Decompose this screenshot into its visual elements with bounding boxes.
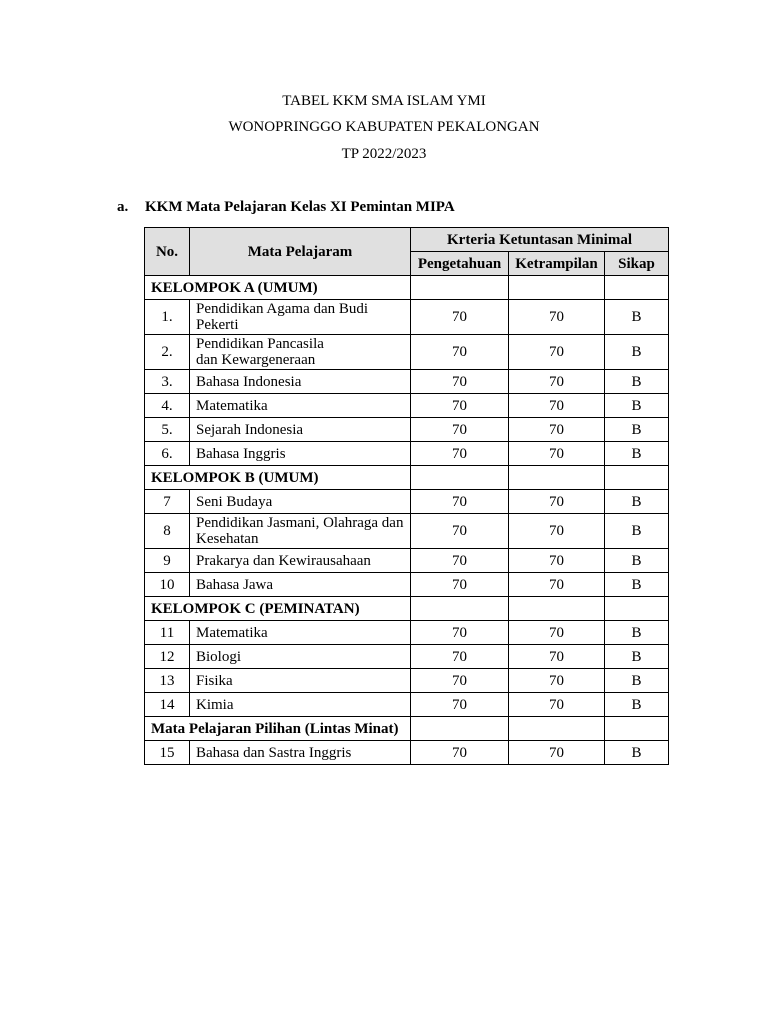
subject-cell: Pendidikan Jasmani, Olahraga dan Kesehatan — [190, 514, 411, 549]
row-number: 12 — [145, 645, 190, 669]
knowledge-score: 70 — [411, 490, 509, 514]
group-row — [145, 466, 669, 490]
row-number: 11 — [145, 621, 190, 645]
kkm-table — [144, 227, 669, 765]
header-attitude: Sikap — [605, 252, 669, 276]
attitude-grade: B — [605, 645, 669, 669]
document-subtitle-location: WONOPRINGGO KABUPATEN PEKALONGAN — [228, 119, 540, 135]
row-number: 1. — [145, 300, 190, 335]
empty-cell — [509, 717, 605, 741]
skill-score: 70 — [509, 300, 605, 335]
attitude-grade: B — [605, 490, 669, 514]
empty-cell — [509, 597, 605, 621]
knowledge-score: 70 — [411, 442, 509, 466]
table-row — [145, 418, 669, 442]
table-row — [145, 669, 669, 693]
table-row — [145, 741, 669, 765]
empty-cell — [605, 597, 669, 621]
knowledge-score: 70 — [411, 693, 509, 717]
skill-score: 70 — [509, 394, 605, 418]
attitude-grade: B — [605, 442, 669, 466]
knowledge-score: 70 — [411, 621, 509, 645]
document-title: TABEL KKM SMA ISLAM YMI — [282, 93, 486, 109]
empty-cell — [411, 276, 509, 300]
table-row — [145, 693, 669, 717]
row-number: 2. — [145, 335, 190, 370]
subject-cell: Bahasa Jawa — [190, 573, 411, 597]
section-marker: a. — [117, 199, 129, 215]
row-number: 15 — [145, 741, 190, 765]
table-row — [145, 549, 669, 573]
row-number: 8 — [145, 514, 190, 549]
skill-score: 70 — [509, 418, 605, 442]
subject-cell: Sejarah Indonesia — [190, 418, 411, 442]
row-number: 3. — [145, 370, 190, 394]
group-name: KELOMPOK A (UMUM) — [145, 276, 411, 300]
knowledge-score: 70 — [411, 300, 509, 335]
header-subject: Mata Pelajaram — [190, 228, 411, 276]
header-no: No. — [145, 228, 190, 276]
attitude-grade: B — [605, 573, 669, 597]
knowledge-score: 70 — [411, 370, 509, 394]
attitude-grade: B — [605, 693, 669, 717]
skill-score: 70 — [509, 514, 605, 549]
empty-cell — [605, 466, 669, 490]
skill-score: 70 — [509, 335, 605, 370]
table-row — [145, 573, 669, 597]
table-row — [145, 442, 669, 466]
attitude-grade: B — [605, 621, 669, 645]
subject-cell: Pendidikan Agama dan Budi Pekerti — [190, 300, 411, 335]
subject-cell: Biologi — [190, 645, 411, 669]
attitude-grade: B — [605, 418, 669, 442]
knowledge-score: 70 — [411, 514, 509, 549]
skill-score: 70 — [509, 573, 605, 597]
attitude-grade: B — [605, 335, 669, 370]
subject-cell: Prakarya dan Kewirausahaan — [190, 549, 411, 573]
table-row — [145, 300, 669, 335]
group-name: Mata Pelajaran Pilihan (Lintas Minat) — [145, 717, 411, 741]
subject-cell: Pendidikan Pancasila dan Kewargeneraan — [190, 335, 411, 370]
header-knowledge: Pengetahuan — [411, 252, 509, 276]
group-row — [145, 276, 669, 300]
subject-cell: Seni Budaya — [190, 490, 411, 514]
row-number: 9 — [145, 549, 190, 573]
attitude-grade: B — [605, 669, 669, 693]
knowledge-score: 70 — [411, 549, 509, 573]
row-number: 14 — [145, 693, 190, 717]
skill-score: 70 — [509, 621, 605, 645]
knowledge-score: 70 — [411, 573, 509, 597]
table-row — [145, 514, 669, 549]
table-row — [145, 490, 669, 514]
attitude-grade: B — [605, 741, 669, 765]
table-row — [145, 621, 669, 645]
subject-cell: Matematika — [190, 394, 411, 418]
attitude-grade: B — [605, 549, 669, 573]
group-name: KELOMPOK B (UMUM) — [145, 466, 411, 490]
subject-cell: Bahasa Inggris — [190, 442, 411, 466]
skill-score: 70 — [509, 645, 605, 669]
empty-cell — [411, 717, 509, 741]
knowledge-score: 70 — [411, 418, 509, 442]
skill-score: 70 — [509, 490, 605, 514]
knowledge-score: 70 — [411, 394, 509, 418]
subject-cell: Fisika — [190, 669, 411, 693]
table-row — [145, 335, 669, 370]
empty-cell — [411, 597, 509, 621]
skill-score: 70 — [509, 669, 605, 693]
row-number: 5. — [145, 418, 190, 442]
subject-cell: Bahasa Indonesia — [190, 370, 411, 394]
row-number: 13 — [145, 669, 190, 693]
attitude-grade: B — [605, 300, 669, 335]
row-number: 10 — [145, 573, 190, 597]
subject-cell: Bahasa dan Sastra Inggris — [190, 741, 411, 765]
group-name: KELOMPOK C (PEMINATAN) — [145, 597, 411, 621]
subject-cell: Kimia — [190, 693, 411, 717]
empty-cell — [509, 466, 605, 490]
table-row — [145, 394, 669, 418]
document-subtitle-year: TP 2022/2023 — [341, 146, 427, 162]
row-number: 7 — [145, 490, 190, 514]
header-kkm: Krteria Ketuntasan Minimal — [411, 228, 669, 252]
empty-cell — [411, 466, 509, 490]
knowledge-score: 70 — [411, 335, 509, 370]
section-heading — [117, 199, 455, 216]
empty-cell — [605, 717, 669, 741]
skill-score: 70 — [509, 370, 605, 394]
subject-cell: Matematika — [190, 621, 411, 645]
table-row — [145, 370, 669, 394]
attitude-grade: B — [605, 370, 669, 394]
knowledge-score: 70 — [411, 741, 509, 765]
skill-score: 70 — [509, 442, 605, 466]
section-title: KKM Mata Pelajaran Kelas XI Pemintan MIPA — [145, 199, 455, 215]
skill-score: 70 — [509, 741, 605, 765]
knowledge-score: 70 — [411, 669, 509, 693]
skill-score: 70 — [509, 549, 605, 573]
empty-cell — [605, 276, 669, 300]
attitude-grade: B — [605, 514, 669, 549]
group-row — [145, 597, 669, 621]
attitude-grade: B — [605, 394, 669, 418]
header-skill: Ketrampilan — [509, 252, 605, 276]
skill-score: 70 — [509, 693, 605, 717]
knowledge-score: 70 — [411, 645, 509, 669]
row-number: 6. — [145, 442, 190, 466]
empty-cell — [509, 276, 605, 300]
group-row — [145, 717, 669, 741]
table-row — [145, 645, 669, 669]
row-number: 4. — [145, 394, 190, 418]
